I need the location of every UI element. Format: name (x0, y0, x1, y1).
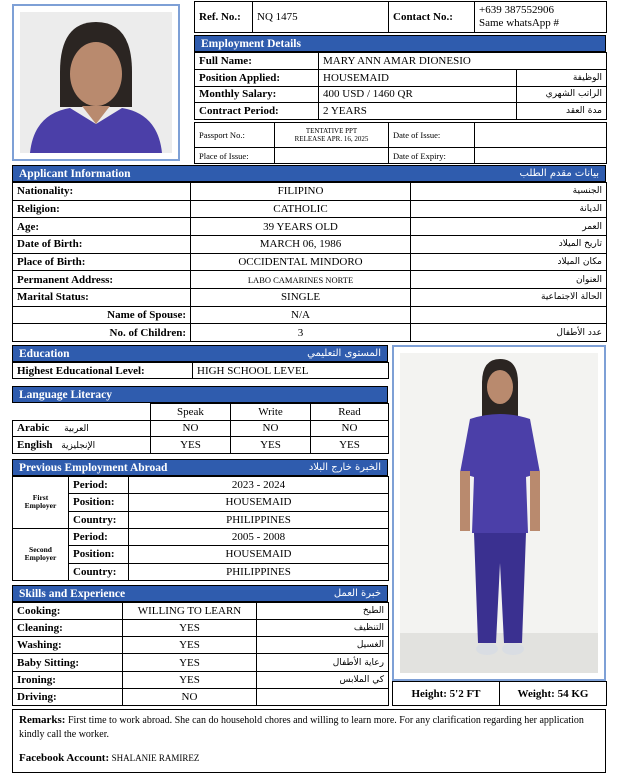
facebook-value: SHALANIE RAMIREZ (111, 753, 200, 764)
employer-row: Country: PHILIPPINES (13, 511, 389, 528)
employment-row: Full Name: MARY ANN AMAR DIONESIO (195, 53, 607, 70)
employment-row: Monthly Salary: 400 USD / 1460 QR الراتب الشهري (195, 86, 607, 103)
skills-title-ar: خبرة العمل (333, 588, 381, 599)
employer-row: Position: HOUSEMAID (13, 546, 389, 563)
education-table (12, 362, 388, 379)
applicant-row: Name of Spouse: N/A (13, 306, 607, 324)
language-title: Language Literacy (19, 388, 112, 401)
remarks-box (12, 709, 606, 773)
applicant-row: No. of Children: 3 عدد الأطفال (13, 324, 607, 342)
height-value: 5'2 FT (449, 687, 481, 700)
previous-employment-header (12, 459, 388, 476)
employment-row: Contract Period: 2 YEARS مدة العقد (195, 103, 607, 120)
passport-table (194, 122, 606, 164)
education-header (12, 345, 388, 362)
language-header-read: Read (311, 404, 389, 421)
applicant-row: Marital Status: SINGLE الحالة الاجتماعية (13, 288, 607, 306)
remarks-text-block (19, 713, 599, 741)
applicant-row: Age: 39 YEARS OLD العمر (13, 218, 607, 236)
portrait-photo-frame (12, 4, 180, 161)
weight-cell (500, 682, 607, 706)
language-header-write: Write (231, 404, 311, 421)
facebook-line (19, 751, 599, 766)
applicant-info-title: Applicant Information (19, 167, 131, 180)
height-label: Height: (411, 687, 447, 700)
education-title-ar: المستوى التعليمي (307, 348, 381, 359)
applicant-row: Date of Birth: MARCH 06, 1986 تاريخ الميلاد (13, 235, 607, 253)
skills-table (12, 602, 388, 706)
remarks-label: Remarks: (19, 714, 66, 726)
issue-date-label: Date of Issue: (389, 123, 475, 148)
previous-employment-table (12, 476, 388, 581)
employer-row: Position: HOUSEMAID (13, 494, 389, 511)
employment-details-table (194, 52, 606, 120)
height-weight-table (392, 681, 606, 706)
skill-row: Ironing: YES كي الملابس (13, 671, 389, 688)
weight-label: Weight: (517, 687, 555, 700)
ref-value: NQ 1475 (253, 2, 389, 33)
place-issue-value (275, 148, 389, 164)
passport-label: Passport No.: (195, 123, 275, 148)
skill-row: Driving: NO (13, 688, 389, 705)
education-label: Highest Educational Level: (13, 363, 193, 379)
employment-row: Position Applied: HOUSEMAID الوظيفة (195, 69, 607, 86)
place-issue-label: Place of Issue: (195, 148, 275, 164)
first-employer-label: First Employer (13, 477, 69, 529)
employer-row: Country: PHILIPPINES (13, 563, 389, 580)
education-title: Education (19, 347, 70, 360)
skills-title: Skills and Experience (19, 587, 126, 600)
passport-value: TENTATIVE PPT RELEASE APR. 16, 2025 (275, 123, 389, 148)
employment-details-header (194, 35, 606, 52)
contact-value: +639 387552906 (479, 4, 554, 17)
skill-row: Baby Sitting: YES رعاية الأطفال (13, 654, 389, 671)
expiry-label: Date of Expiry: (389, 148, 475, 164)
applicant-row: Religion: CATHOLIC الديانة (13, 200, 607, 218)
applicant-row: Nationality: FILIPINO الجنسية (13, 183, 607, 201)
language-row-arabic: Arabic العربية NO NO NO (13, 420, 389, 437)
portrait-photo (20, 12, 172, 153)
education-value: HIGH SCHOOL LEVEL (193, 363, 389, 379)
employer-row: First Employer Period: 2023 - 2024 (13, 477, 389, 494)
applicant-row: Place of Birth: OCCIDENTAL MINDORO مكان الميلاد (13, 253, 607, 271)
ref-label: Ref. No.: (195, 2, 253, 33)
skills-header (12, 585, 388, 602)
language-table (12, 403, 388, 454)
applicant-info-title-ar: بيانات مقدم الطلب (519, 168, 599, 179)
contact-note: Same whatsApp # (479, 17, 560, 29)
language-header (12, 386, 388, 403)
employer-row: Second Employer Period: 2005 - 2008 (13, 528, 389, 545)
contact-label: Contact No.: (389, 2, 475, 33)
previous-employment-title-ar: الخبرة خارج البلاد (308, 462, 381, 473)
header-table (194, 1, 606, 33)
expiry-value (475, 148, 607, 164)
applicant-row: Permanent Address: LABO CAMARINES NORTE العنوان (13, 271, 607, 289)
issue-date-value (475, 123, 607, 148)
second-employer-label: Second Employer (13, 528, 69, 580)
remarks-text: First time to work abroad. She can do household chores and willing to learn more. For any clarification regarding her application kindly call the worker. (19, 715, 584, 740)
full-body-photo-frame (392, 345, 606, 681)
skill-row: Washing: YES الغسيل (13, 637, 389, 654)
facebook-label: Facebook Account: (19, 752, 110, 765)
skill-row: Cooking: WILLING TO LEARN الطبخ (13, 603, 389, 620)
applicant-info-header (12, 165, 606, 182)
full-body-photo (400, 353, 598, 673)
previous-employment-title: Previous Employment Abroad (19, 461, 168, 474)
employment-details-title: Employment Details (201, 37, 301, 50)
skill-row: Cleaning: YES التنظيف (13, 620, 389, 637)
language-header-speak: Speak (151, 404, 231, 421)
height-cell (393, 682, 500, 706)
contact-cell (475, 2, 607, 33)
applicant-info-table (12, 182, 606, 342)
language-row-english: English الإنجليزية YES YES YES (13, 437, 389, 454)
weight-value: 54 KG (557, 687, 589, 700)
